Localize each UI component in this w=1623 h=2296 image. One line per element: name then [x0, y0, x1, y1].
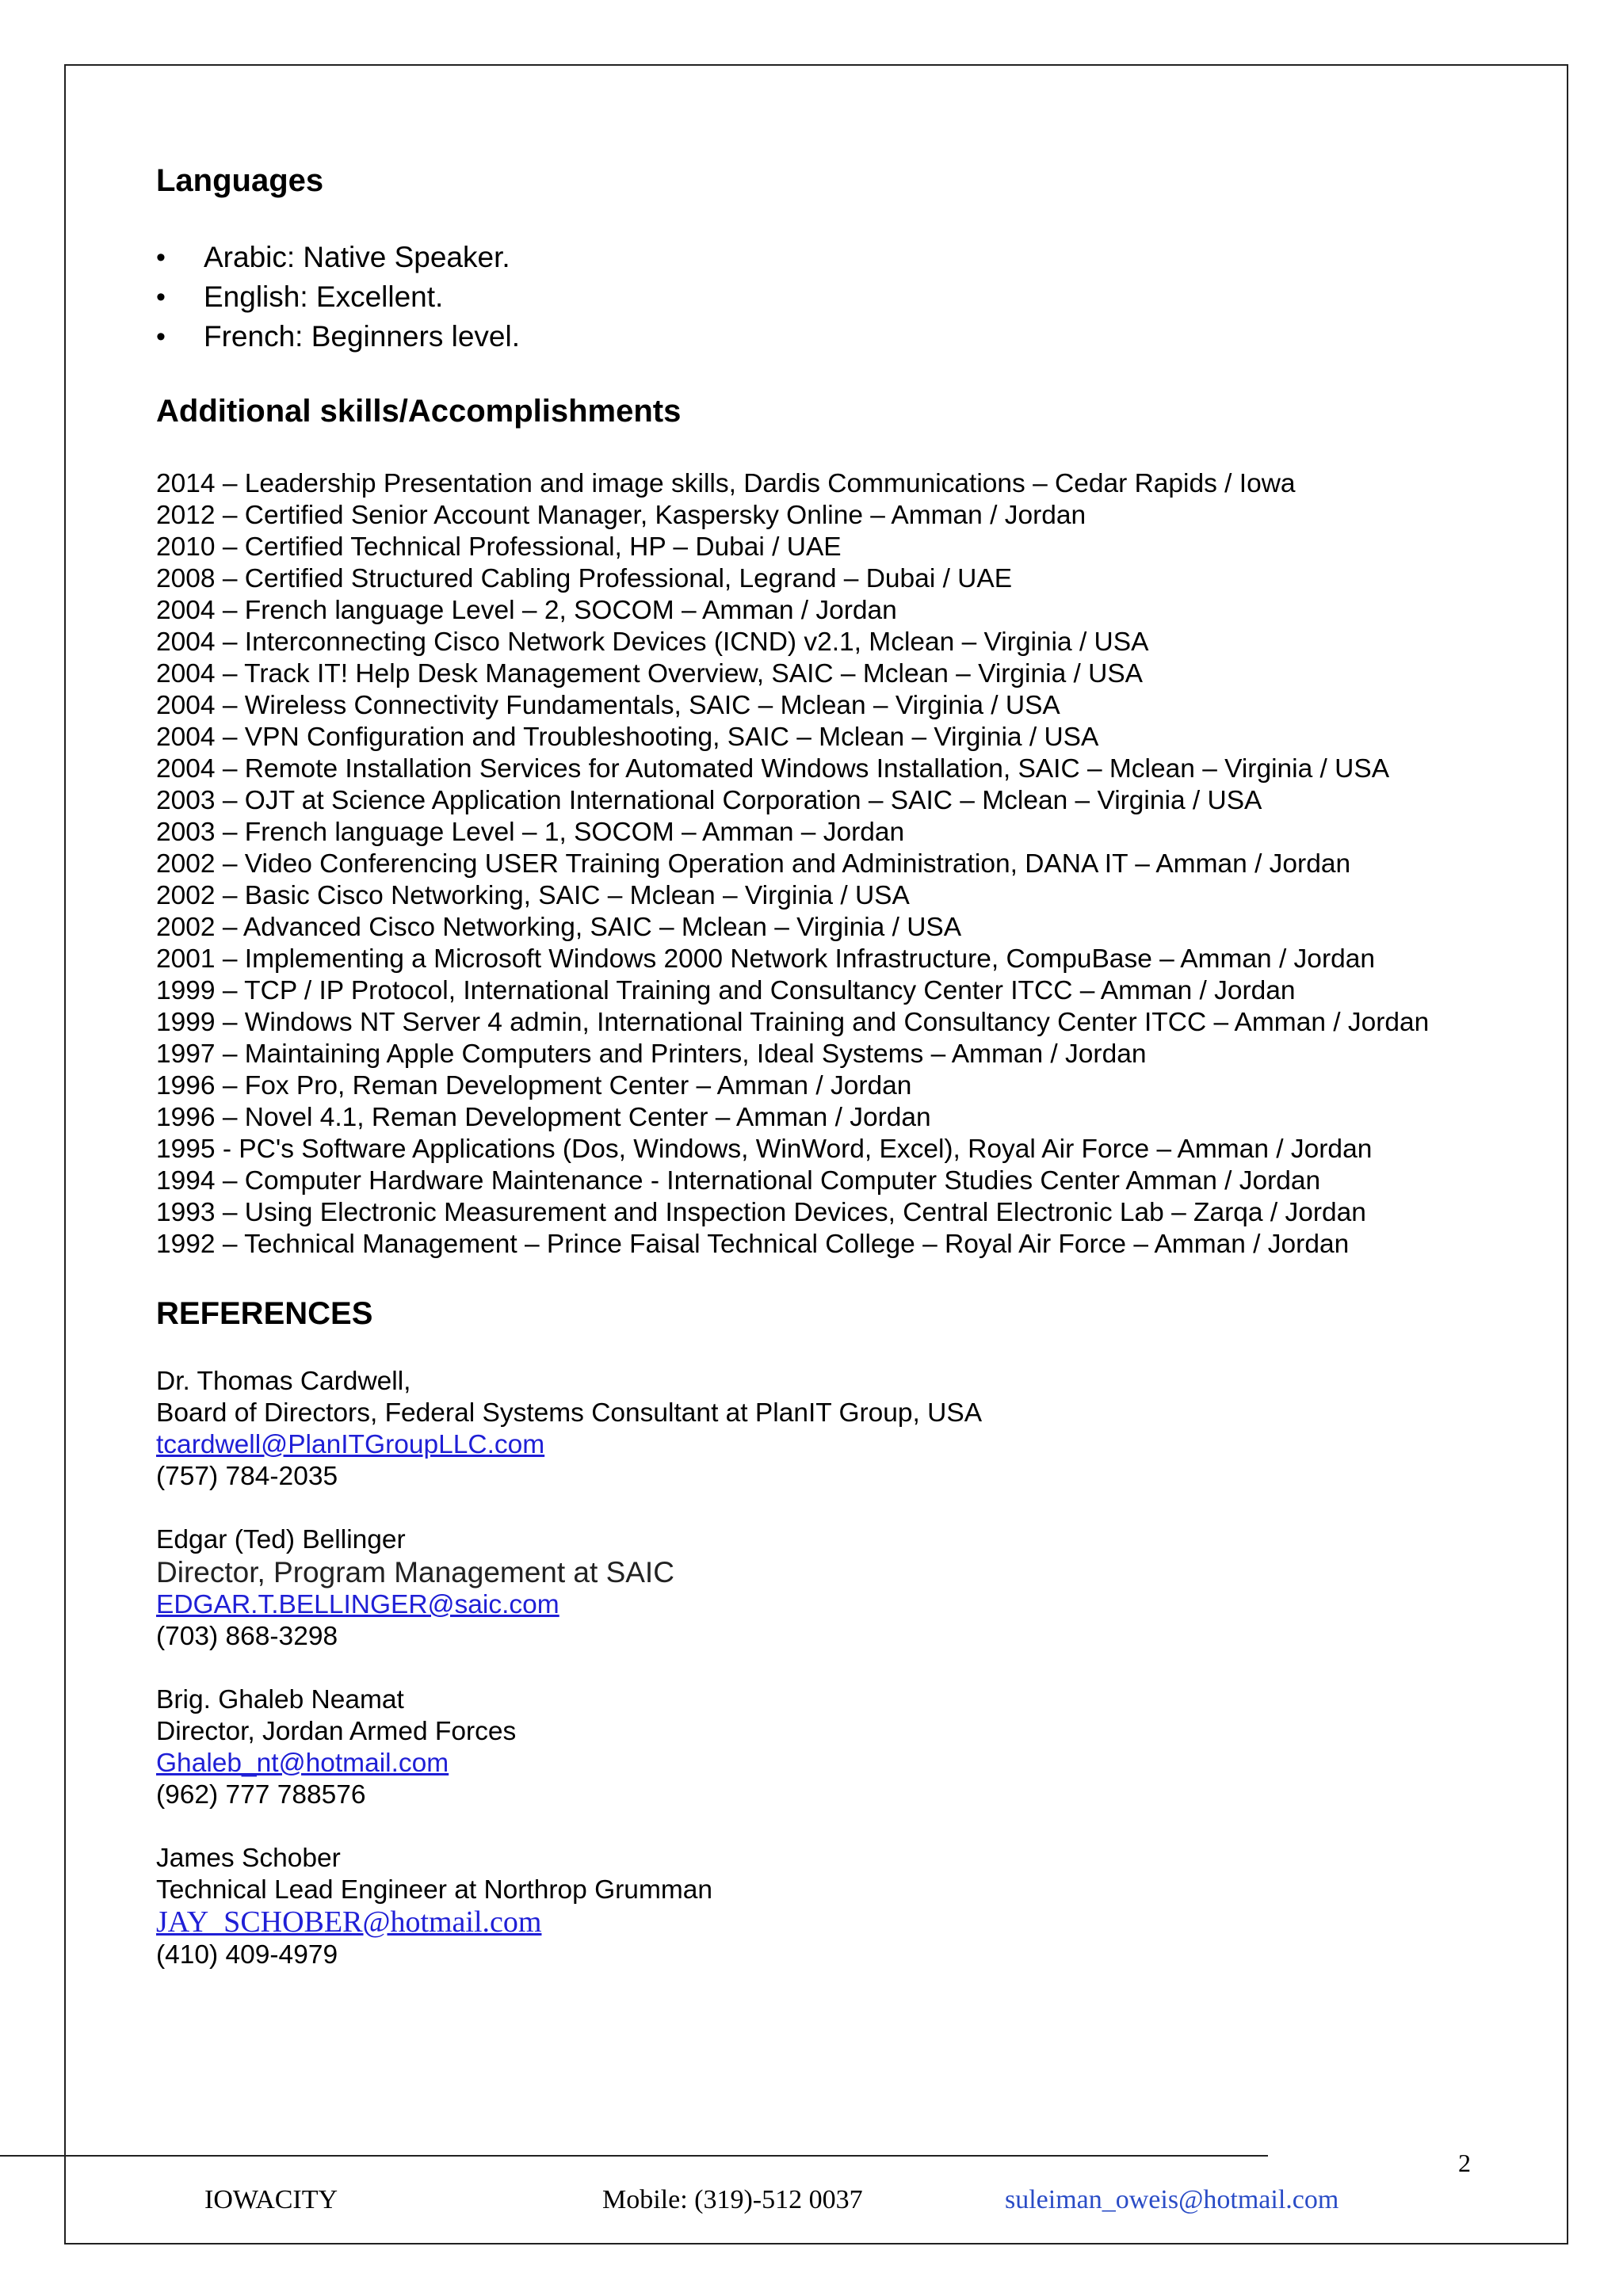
- list-item: 1995 - PC's Software Applications (Dos, Windows, WinWord, Excel), Royal Air Force – Amman / Jordan: [156, 1135, 1373, 1164]
- references-list: [156, 1366, 982, 2003]
- list-item: 1999 – Windows NT Server 4 admin, International Training and Consultancy Center ITCC – Amman / Jordan: [156, 1008, 1430, 1037]
- reference-entry: [156, 1684, 982, 1811]
- reference-entry: [156, 1366, 982, 1493]
- list-item: 2002 – Basic Cisco Networking, SAIC – Mclean – Virginia / USA: [156, 881, 910, 910]
- footer-divider: [0, 2155, 1268, 2157]
- reference-name: Dr. Thomas Cardwell,: [156, 1367, 411, 1396]
- reference-phone: (703) 868-3298: [156, 1622, 338, 1651]
- list-item: 1993 – Using Electronic Measurement and Inspection Devices, Central Electronic Lab – Zarqa / Jordan: [156, 1198, 1366, 1227]
- reference-name: Edgar (Ted) Bellinger: [156, 1525, 406, 1554]
- footer-mobile: Mobile: (319)-512 0037: [602, 2185, 863, 2214]
- list-item: 2010 – Certified Technical Professional, HP – Dubai / UAE: [156, 532, 842, 562]
- list-item: 2002 – Video Conferencing USER Training Operation and Administration, DANA IT – Amman / Jordan: [156, 849, 1351, 879]
- reference-phone: (410) 409-4979: [156, 1940, 338, 1970]
- list-item: 2014 – Leadership Presentation and image skills, Dardis Communications – Cedar Rapids / Iowa: [156, 469, 1296, 498]
- list-item: 2004 – French language Level – 2, SOCOM – Amman / Jordan: [156, 596, 897, 625]
- reference-title: Board of Directors, Federal Systems Consultant at PlanIT Group, USA: [156, 1398, 983, 1428]
- page-number: 2: [1458, 2149, 1471, 2177]
- list-item: 1996 – Novel 4.1, Reman Development Center – Amman / Jordan: [156, 1103, 931, 1132]
- reference-email-link[interactable]: JAY_SCHOBER@hotmail.com: [156, 1905, 542, 1939]
- list-item: 2004 – Remote Installation Services for Automated Windows Installation, SAIC – Mclean – Virginia / USA: [156, 754, 1390, 784]
- list-item: 2001 – Implementing a Microsoft Windows 2000 Network Infrastructure, CompuBase – Amman / Jordan: [156, 944, 1375, 974]
- reference-title: Director, Program Management at SAIC: [156, 1556, 674, 1589]
- list-item: • Arabic: Native Speaker.: [156, 238, 520, 277]
- skills-list: [156, 468, 1429, 1261]
- reference-email-link[interactable]: Ghaleb_nt@hotmail.com: [156, 1749, 449, 1778]
- languages-list: [156, 238, 520, 357]
- list-item: • French: Beginners level.: [156, 317, 520, 357]
- list-item: 1997 – Maintaining Apple Computers and Printers, Ideal Systems – Amman / Jordan: [156, 1039, 1147, 1069]
- list-item: 1992 – Technical Management – Prince Faisal Technical College – Royal Air Force – Amman / Jordan: [156, 1230, 1350, 1259]
- reference-title: Technical Lead Engineer at Northrop Grumman: [156, 1875, 713, 1905]
- reference-email-link[interactable]: tcardwell@PlanITGroupLLC.com: [156, 1430, 545, 1459]
- reference-email-link[interactable]: EDGAR.T.BELLINGER@saic.com: [156, 1590, 559, 1619]
- reference-phone: (962) 777 788576: [156, 1780, 366, 1810]
- list-item: 2003 – OJT at Science Application International Corporation – SAIC – Mclean – Virginia / USA: [156, 786, 1262, 815]
- list-item: 1999 – TCP / IP Protocol, International Training and Consultancy Center ITCC – Amman / Jordan: [156, 976, 1296, 1005]
- list-item: 2004 – Wireless Connectivity Fundamentals, SAIC – Mclean – Virginia / USA: [156, 691, 1060, 720]
- reference-entry: [156, 1843, 982, 1971]
- languages-heading: Languages: [156, 163, 324, 198]
- list-item: 1994 – Computer Hardware Maintenance - International Computer Studies Center Amman / Jordan: [156, 1166, 1321, 1196]
- reference-name: James Schober: [156, 1844, 341, 1873]
- list-item: 2002 – Advanced Cisco Networking, SAIC – Mclean – Virginia / USA: [156, 913, 962, 942]
- footer-email[interactable]: suleiman_oweis@hotmail.com: [1005, 2185, 1339, 2214]
- list-item: 2004 – Track IT! Help Desk Management Overview, SAIC – Mclean – Virginia / USA: [156, 659, 1144, 688]
- list-item: 2012 – Certified Senior Account Manager, Kaspersky Online – Amman / Jordan: [156, 501, 1086, 530]
- list-item: 2003 – French language Level – 1, SOCOM – Amman – Jordan: [156, 818, 905, 847]
- reference-title: Director, Jordan Armed Forces: [156, 1717, 517, 1746]
- list-item: 1996 – Fox Pro, Reman Development Center – Amman / Jordan: [156, 1071, 912, 1100]
- footer-city: IOWACITY: [204, 2185, 338, 2214]
- list-item: • English: Excellent.: [156, 277, 520, 317]
- list-item: 2004 – VPN Configuration and Troubleshooting, SAIC – Mclean – Virginia / USA: [156, 723, 1099, 752]
- list-item: 2008 – Certified Structured Cabling Professional, Legrand – Dubai / UAE: [156, 564, 1013, 593]
- references-heading: REFERENCES: [156, 1296, 373, 1331]
- reference-entry: [156, 1524, 982, 1653]
- skills-heading: Additional skills/Accomplishments: [156, 394, 682, 429]
- reference-phone: (757) 784-2035: [156, 1462, 338, 1491]
- list-item: 2004 – Interconnecting Cisco Network Devices (ICND) v2.1, Mclean – Virginia / USA: [156, 627, 1149, 657]
- reference-name: Brig. Ghaleb Neamat: [156, 1685, 404, 1714]
